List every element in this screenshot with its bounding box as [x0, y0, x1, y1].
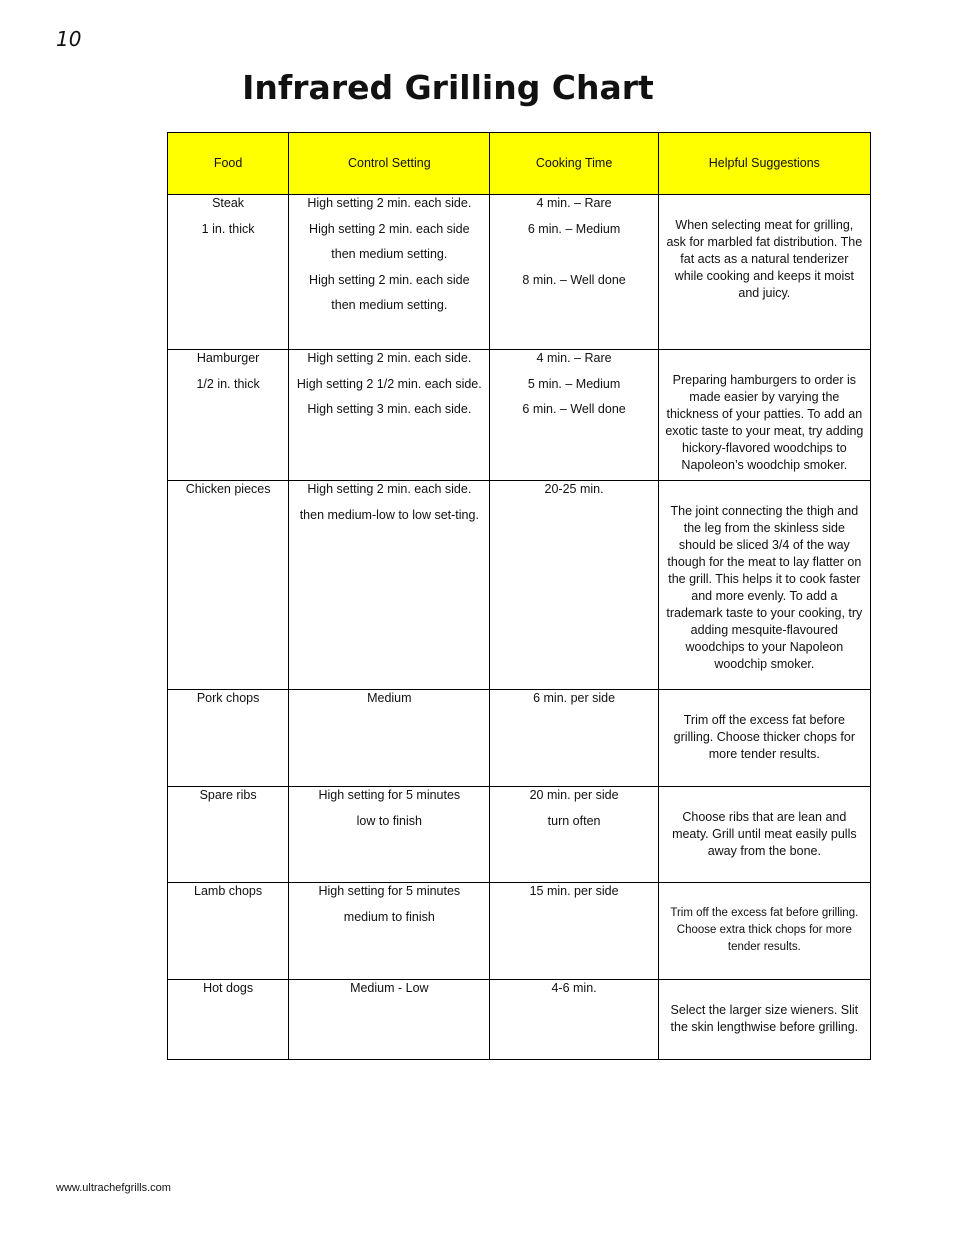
header-control-setting: Control Setting [289, 133, 490, 195]
control-line: High setting 2 1/2 min. each side. [296, 376, 482, 391]
table-row [168, 980, 871, 1060]
tips-cell [658, 690, 870, 787]
tips-cell [658, 883, 870, 980]
header-helpful-suggestions: Helpful Suggestions [658, 133, 870, 195]
control-line: High setting 2 min. each side [309, 221, 470, 236]
tips-cell [658, 195, 870, 350]
control-line: then medium setting. [331, 247, 448, 261]
time-cell [490, 787, 658, 883]
table-header-row [168, 133, 871, 195]
control-line: medium to finish [343, 909, 435, 924]
food-detail: 1 in. thick [201, 221, 255, 236]
control-cell [289, 787, 490, 883]
table-row [168, 883, 871, 980]
table-row [168, 481, 871, 690]
time-cell [490, 195, 658, 350]
food-cell [168, 787, 289, 883]
food-name: Lamb chops [194, 884, 263, 898]
food-cell [168, 883, 289, 980]
time-cell [490, 883, 658, 980]
control-cell [289, 195, 490, 350]
tips-text: Trim off the excess fat before grilling. Choose thicker chops for more tender results. [673, 713, 856, 761]
food-name: Pork chops [196, 691, 260, 705]
time-line: 6 min. – Medium [527, 221, 621, 236]
food-name: Steak [212, 196, 245, 210]
food-cell [168, 350, 289, 481]
control-line: High setting 2 min. each side. [307, 196, 472, 210]
table-row [168, 195, 871, 350]
control-line: Medium [367, 691, 412, 705]
table-row [168, 350, 871, 481]
time-line: 5 min. – Medium [527, 376, 621, 391]
time-line: 20-25 min. [544, 482, 604, 496]
control-line: High setting for 5 minutes [318, 884, 461, 898]
control-cell [289, 980, 490, 1060]
food-cell [168, 195, 289, 350]
tips-cell [658, 980, 870, 1060]
time-line: 6 min. per side [533, 691, 616, 705]
control-cell [289, 350, 490, 481]
control-line: High setting for 5 minutes [318, 788, 461, 802]
table-row [168, 690, 871, 787]
grilling-chart-table [167, 132, 871, 1060]
time-cell [490, 980, 658, 1060]
tips-cell [658, 481, 870, 690]
food-name: Hot dogs [203, 981, 254, 995]
tips-cell [658, 787, 870, 883]
tips-cell [658, 350, 870, 481]
control-line: low to finish [356, 813, 422, 828]
control-cell [289, 883, 490, 980]
time-line: 20 min. per side [529, 788, 619, 802]
page-number: 10 [56, 27, 82, 51]
tips-text: The joint connecting the thigh and the leg from the skinless side should be sliced 3/4 of the way though for the meat to lay flatter on the grill. This helps it to cook faster and more evenly. To add a trademark taste to your cooking, try adding mesquite-flavoured woodchips to your Napoleon woodchip smoker. [666, 504, 863, 671]
time-line: 4 min. – Rare [536, 351, 612, 365]
tips-text: Select the larger size wieners. Slit the skin lengthwise before grilling. [670, 1003, 859, 1034]
food-name: Hamburger [196, 351, 260, 365]
control-line: then medium setting. [331, 298, 448, 312]
header-cooking-time: Cooking Time [490, 133, 658, 195]
control-line: then medium-low to low set-ting. [299, 507, 479, 522]
page-title: Infrared Grilling Chart [242, 68, 654, 107]
food-detail: 1/2 in. thick [196, 376, 260, 391]
control-cell [289, 690, 490, 787]
food-name: Chicken pieces [185, 482, 271, 496]
food-name: Spare ribs [199, 788, 257, 802]
tips-text: Preparing hamburgers to order is made easier by varying the thickness of your patties. To add an exotic taste to your meat, try adding hickory-flavored woodchips to Napoleon’s woodchip smoker. [665, 373, 864, 472]
control-line: High setting 2 min. each side. [307, 482, 472, 496]
time-line: 6 min. – Well done [522, 402, 626, 416]
footer-url: www.ultrachefgrills.com [56, 1182, 171, 1194]
tips-text: Trim off the excess fat before grilling. Choose extra thick chops for more tender results. [670, 907, 859, 953]
time-line: 4-6 min. [551, 981, 597, 995]
control-line: High setting 3 min. each side. [307, 402, 472, 416]
control-line: Medium - Low [350, 981, 429, 995]
time-line: 8 min. – Well done [522, 272, 626, 287]
time-cell [490, 481, 658, 690]
food-cell [168, 481, 289, 690]
food-cell [168, 690, 289, 787]
table-row [168, 787, 871, 883]
control-line: High setting 2 min. each side [309, 272, 470, 287]
tips-text: Choose ribs that are lean and meaty. Grill until meat easily pulls away from the bone. [672, 810, 857, 858]
time-line: 4 min. – Rare [536, 196, 612, 210]
header-food: Food [168, 133, 289, 195]
time-cell [490, 690, 658, 787]
time-line: 15 min. per side [529, 884, 619, 898]
tips-text: When selecting meat for grilling, ask for marbled fat distribution. The fat acts as a natural tenderizer while cooking and keeps it moist and juicy. [666, 218, 863, 300]
time-cell [490, 350, 658, 481]
food-cell [168, 980, 289, 1060]
control-line: High setting 2 min. each side. [307, 351, 472, 365]
time-line: turn often [547, 813, 601, 828]
control-cell [289, 481, 490, 690]
